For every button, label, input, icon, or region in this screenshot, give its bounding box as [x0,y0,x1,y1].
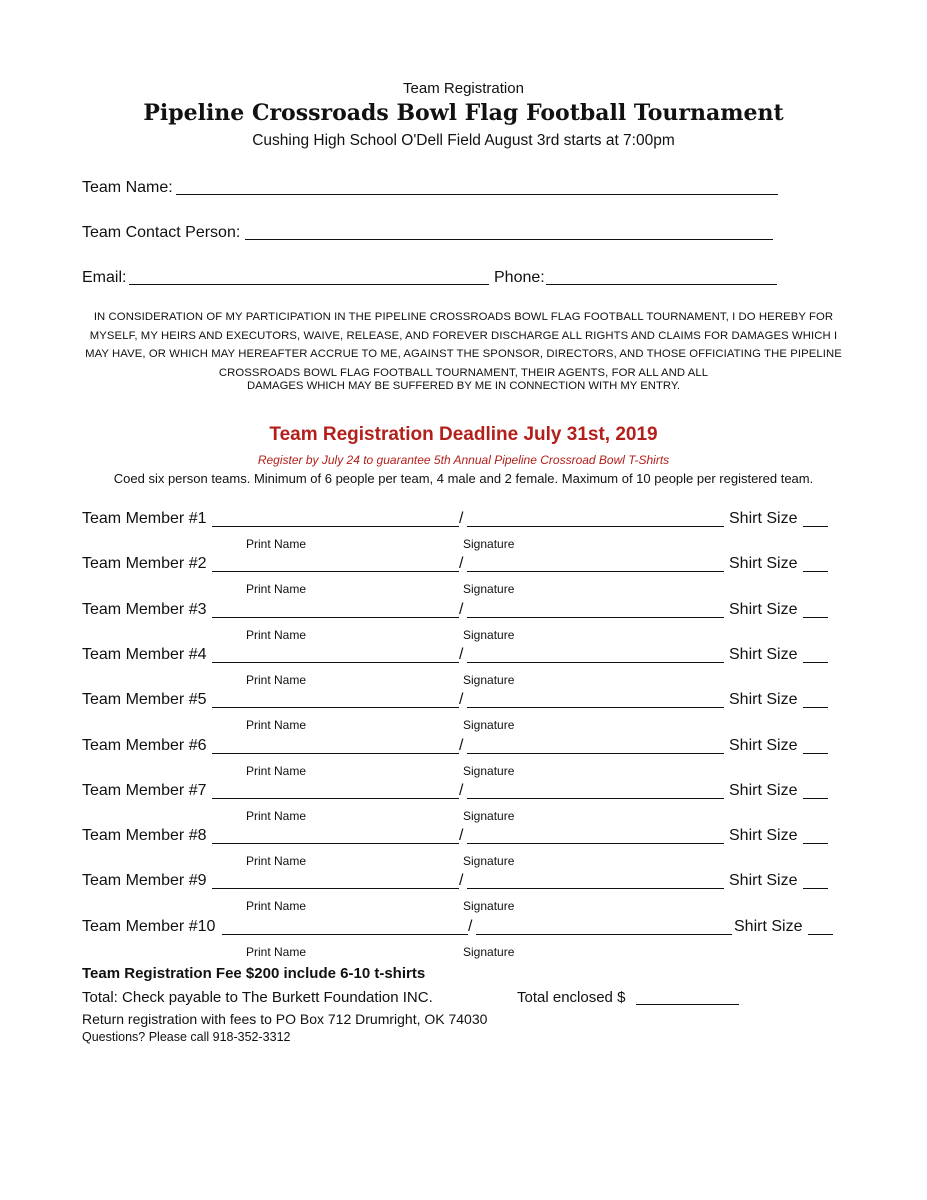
shirt-size-field[interactable] [803,707,828,708]
shirt-size-label: Shirt Size [729,737,798,754]
shirt-size-field[interactable] [803,843,828,844]
team-member-label: Team Member #2 [82,555,207,572]
total-enclosed-label: Total enclosed $ [517,989,626,1006]
registration-fee: Team Registration Fee $200 include 6-10 t-shirts [82,965,426,982]
print-name-caption: Print Name [246,718,307,732]
separator-slash: / [459,555,464,572]
print-name-caption: Print Name [246,764,307,778]
team-name-field[interactable] [176,194,778,195]
team-member-label: Team Member #8 [82,827,207,844]
shirt-size-label: Shirt Size [729,601,798,618]
phone-label: Phone: [494,269,545,286]
separator-slash: / [459,510,464,527]
tshirt-incentive: Register by July 24 to guarantee 5th Annual Pipeline Crossroad Bowl T-Shirts [257,453,670,467]
signature-field[interactable] [467,571,724,572]
print-name-field[interactable] [212,707,459,708]
signature-caption: Signature [463,582,515,596]
phone-field[interactable] [546,284,777,285]
print-name-caption: Print Name [246,854,307,868]
waiver-last-line: DAMAGES WHICH MAY BE SUFFERED BY ME IN CONNECTION WITH MY ENTRY. [246,380,681,392]
print-name-caption: Print Name [246,673,307,687]
shirt-size-field[interactable] [803,526,828,527]
print-name-caption: Print Name [246,899,307,913]
signature-caption: Signature [463,673,515,687]
shirt-size-label: Shirt Size [729,691,798,708]
email-label: Email: [82,269,127,286]
signature-caption: Signature [463,764,515,778]
event-location: Cushing High School O'Dell Field August 3rd starts at 7:00pm [252,132,675,149]
team-contact-label: Team Contact Person: [82,224,241,241]
shirt-size-label: Shirt Size [729,646,798,663]
team-member-label: Team Member #1 [82,510,207,527]
signature-caption: Signature [463,899,515,913]
print-name-caption: Print Name [246,945,307,959]
team-member-label: Team Member #10 [82,918,216,935]
print-name-field[interactable] [212,571,459,572]
questions-contact: Questions? Please call 918-352-3312 [82,1030,291,1044]
print-name-field[interactable] [212,888,459,889]
separator-slash: / [459,872,464,889]
shirt-size-label: Shirt Size [729,555,798,572]
print-name-field[interactable] [212,617,459,618]
deadline-heading: Team Registration Deadline July 31st, 2019 [269,424,658,445]
signature-field[interactable] [467,888,724,889]
signature-caption: Signature [463,854,515,868]
email-field[interactable] [129,284,489,285]
shirt-size-field[interactable] [803,571,828,572]
shirt-size-field[interactable] [803,888,828,889]
signature-field[interactable] [467,843,724,844]
print-name-field[interactable] [212,662,459,663]
total-enclosed-field[interactable] [636,1004,739,1005]
team-contact-field[interactable] [245,239,773,240]
shirt-size-field[interactable] [803,798,828,799]
shirt-size-field[interactable] [803,662,828,663]
signature-field[interactable] [467,753,724,754]
separator-slash: / [459,601,464,618]
shirt-size-label: Shirt Size [729,782,798,799]
separator-slash: / [459,782,464,799]
separator-slash: / [459,827,464,844]
team-member-label: Team Member #6 [82,737,207,754]
print-name-caption: Print Name [246,537,307,551]
shirt-size-label: Shirt Size [729,872,798,889]
return-address: Return registration with fees to PO Box 712 Drumright, OK 74030 [82,1011,488,1027]
signature-caption: Signature [463,809,515,823]
signature-caption: Signature [463,537,515,551]
signature-field[interactable] [476,934,732,935]
signature-caption: Signature [463,718,515,732]
print-name-caption: Print Name [246,809,307,823]
print-name-field[interactable] [212,843,459,844]
print-name-field[interactable] [212,526,459,527]
signature-field[interactable] [467,617,724,618]
shirt-size-label: Shirt Size [734,918,803,935]
separator-slash: / [459,737,464,754]
separator-slash: / [459,691,464,708]
print-name-field[interactable] [212,798,459,799]
shirt-size-label: Shirt Size [729,510,798,527]
team-member-label: Team Member #9 [82,872,207,889]
team-member-label: Team Member #3 [82,601,207,618]
signature-field[interactable] [467,707,724,708]
team-member-label: Team Member #5 [82,691,207,708]
page-title: Pipeline Crossroads Bowl Flag Football Tournament [143,100,784,126]
shirt-size-field[interactable] [803,617,828,618]
signature-caption: Signature [463,628,515,642]
signature-field[interactable] [467,798,724,799]
signature-field[interactable] [467,662,724,663]
print-name-caption: Print Name [246,628,307,642]
team-member-label: Team Member #4 [82,646,207,663]
form-subtitle: Team Registration [403,80,524,97]
separator-slash: / [468,918,473,935]
print-name-field[interactable] [222,934,468,935]
print-name-field[interactable] [212,753,459,754]
signature-field[interactable] [467,526,724,527]
payment-instructions: Total: Check payable to The Burkett Foundation INC. [82,989,433,1006]
waiver-text: IN CONSIDERATION OF MY PARTICIPATION IN THE PIPELINE CROSSROADS BOWL FLAG FOOTBALL TOURNAMENT, I DO HEREBY FOR MYSELF, MY HEIRS AND EXECUTORS, WAIVE, RELEASE, AND FOREVER DISCHARGE ALL RIGHTS AND CLAIMS FOR DAMAGES WHICH I MAY HAVE, OR WHICH MAY HEREAFTER ACCRUE TO ME, AGAINST THE SPONSOR, DIRECTORS, AND THOSE OFFICIATING THE PIPELINE CROSSROADS BOWL FLAG FOOTBALL TOURNAMENT, THEIR AGENTS, FOR ALL AND ALL [85,311,842,379]
shirt-size-field[interactable] [803,753,828,754]
shirt-size-field[interactable] [808,934,833,935]
team-member-label: Team Member #7 [82,782,207,799]
signature-caption: Signature [463,945,515,959]
separator-slash: / [459,646,464,663]
print-name-caption: Print Name [246,582,307,596]
team-name-label: Team Name: [82,179,173,196]
shirt-size-label: Shirt Size [729,827,798,844]
team-rules: Coed six person teams. Minimum of 6 people per team, 4 male and 2 female. Maximum of 10 people per registered team. [113,471,814,486]
